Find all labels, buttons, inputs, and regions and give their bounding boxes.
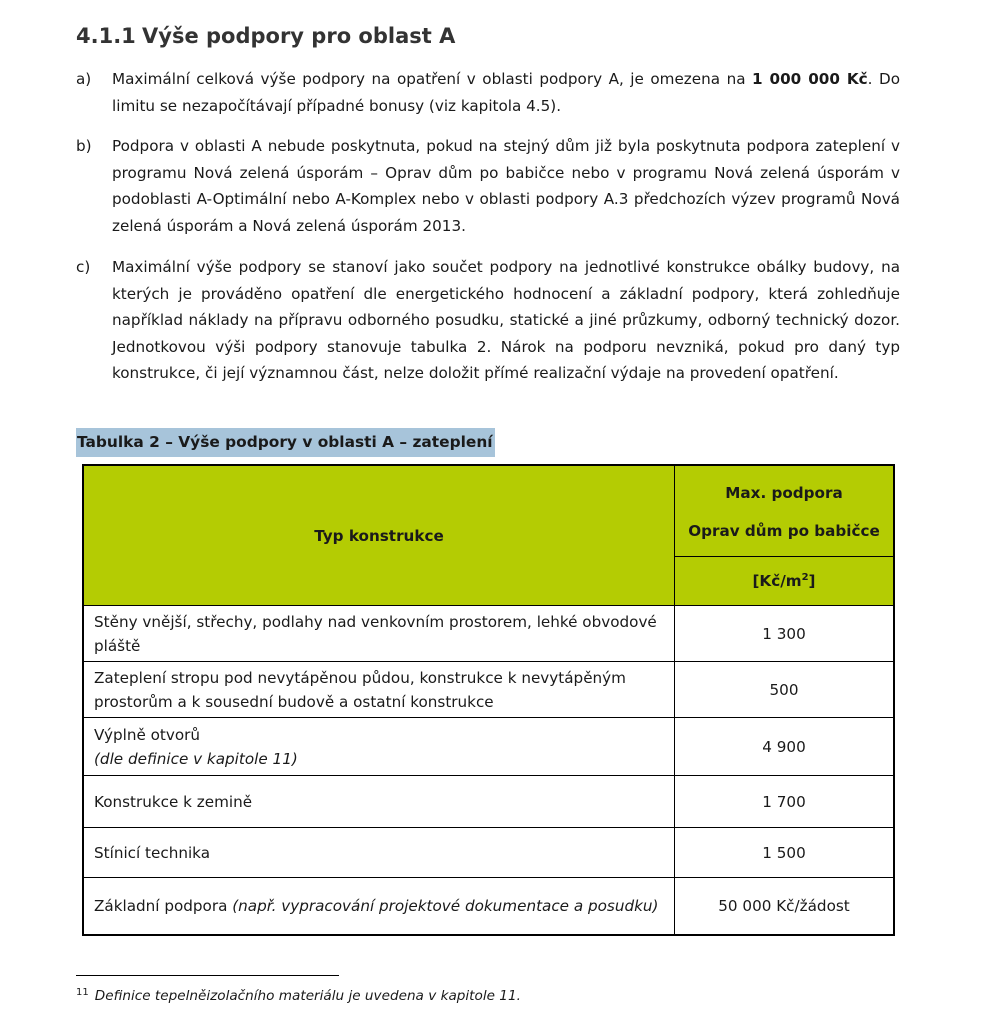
table-row — [83, 718, 894, 776]
list-letter: c) — [76, 258, 91, 276]
row-label: Stínicí technika — [83, 828, 675, 878]
section-heading — [76, 24, 455, 48]
row-value: 4 900 — [675, 718, 895, 776]
footnote-text: Definice tepelněizolačního materiálu je uvedena v kapitole 11. — [94, 988, 521, 1004]
list-letter: b) — [76, 137, 92, 155]
header-type: Typ konstrukce — [83, 465, 675, 606]
header-unit: $[Kč/m^2]$ — [675, 557, 895, 606]
section-title: Výše podpory pro oblast A — [142, 24, 456, 48]
header-max-line2: Oprav dům po babičce — [688, 522, 880, 540]
table-caption: Tabulka 2 – Výše podpory v oblasti A – zateplení — [76, 428, 495, 457]
row-label: Stěny vnější, střechy, podlahy nad venkovním prostorem, lehké obvodové pláště — [83, 606, 675, 662]
amount-limit: 1 000 000 Kč — [752, 70, 868, 88]
row-label: Konstrukce k zemině — [83, 776, 675, 828]
list-item-c — [76, 254, 900, 387]
row-value: 50 000 Kč/žádost — [675, 878, 895, 935]
support-table — [82, 464, 895, 936]
footnote-number: 11 — [76, 987, 89, 998]
footnote-divider — [76, 975, 339, 976]
row-label: Základní podpora (např. vypracování projektové dokumentace a posudku) — [83, 878, 675, 935]
table-header-row — [83, 465, 894, 557]
list-letter: a) — [76, 70, 92, 88]
row-label: Zateplení stropu pod nevytápěnou půdou, konstrukce k nevytápěným prostorům a k sousední budově a ostatní konstrukce — [83, 662, 675, 718]
row-value: 500 — [675, 662, 895, 718]
table-row — [83, 776, 894, 828]
row-value: 1 300 — [675, 606, 895, 662]
row-value: 1 500 — [675, 828, 895, 878]
list-item-a — [76, 66, 900, 119]
header-max — [675, 465, 895, 557]
list-item-b — [76, 133, 900, 239]
table-row — [83, 662, 894, 718]
section-number: 4.1.1 — [76, 24, 136, 48]
row-label: Výplně otvorů (dle definice v kapitole 11) — [83, 718, 675, 776]
list-text: Podpora v oblasti A nebude poskytnuta, pokud na stejný dům již byla poskytnuta podpora zateplení v programu Nová zelená úsporám – Oprav dům po babičce nebo v programu Nová zelená úsporám v podoblasti A-Optimální nebo A-Komplex nebo v oblasti podpory A.3 předchozích výzev programů Nová zelená úsporám a Nová zelená úsporám 2013. — [112, 137, 900, 235]
footnote — [76, 987, 521, 1004]
table-row — [83, 878, 894, 935]
table-row — [83, 606, 894, 662]
list-text: Maximální celková výše podpory na opatření v oblasti podpory A, je omezena na 1 000 000 Kč. Do limitu se nezapočítávají případné bonusy (viz kapitola 4.5). — [112, 70, 900, 115]
header-max-line1: Max. podpora — [725, 484, 843, 502]
row-value: 1 700 — [675, 776, 895, 828]
table-row — [83, 828, 894, 878]
list-text: Maximální výše podpory se stanoví jako součet podpory na jednotlivé konstrukce obálky budovy, na kterých je prováděno opatření dle energetického hodnocení a základní podpory, která zohledňuje například náklady na přípravu odborného posudku, statické a jiné průzkumy, odborný technický dozor. Jednotkovou výši podpory stanovuje tabulka 2. Nárok na podporu nevzniká, pokud pro daný typ konstrukce, či její významnou část, nelze doložit přímé realizační výdaje na provedení opatření. — [112, 258, 900, 382]
